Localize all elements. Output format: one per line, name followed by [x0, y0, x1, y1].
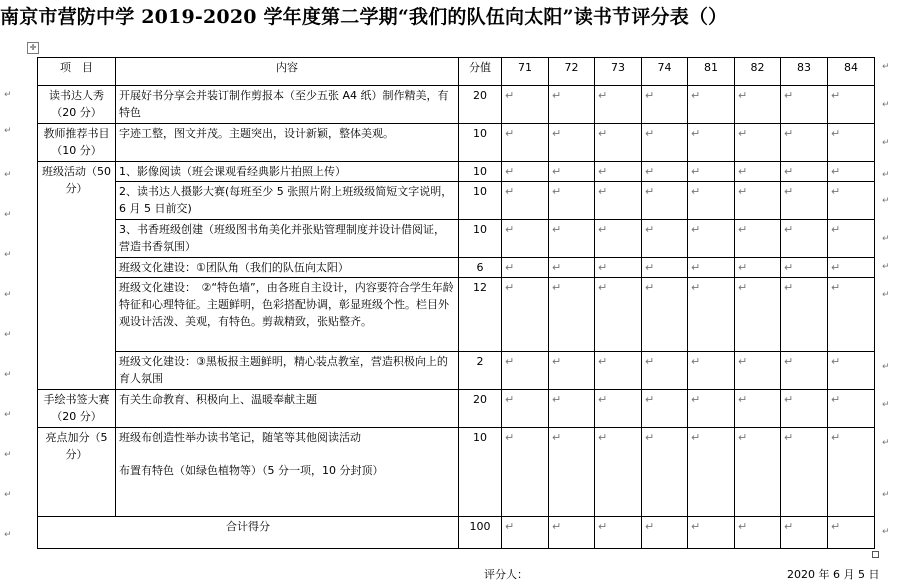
class-score-cell[interactable]: ↵ [502, 428, 549, 517]
class-score-cell[interactable]: ↵ [781, 162, 828, 182]
header-class: 81 [688, 58, 735, 86]
header-class: 72 [549, 58, 595, 86]
category-cell: 读书达人秀（20 分） [38, 86, 116, 124]
class-total-cell[interactable]: ↵ [828, 517, 875, 549]
class-total-cell[interactable]: ↵ [549, 517, 595, 549]
class-total-cell[interactable]: ↵ [781, 517, 828, 549]
class-score-cell[interactable]: ↵ [688, 220, 735, 258]
table-resize-handle-icon[interactable] [872, 551, 879, 558]
class-score-cell[interactable]: ↵ [735, 162, 781, 182]
class-score-cell[interactable]: ↵ [642, 124, 688, 162]
class-score-cell[interactable]: ↵ [828, 182, 875, 220]
class-score-cell[interactable]: ↵ [502, 278, 549, 352]
class-score-cell[interactable]: ↵ [781, 258, 828, 278]
class-score-cell[interactable]: ↵ [735, 220, 781, 258]
class-score-cell[interactable]: ↵ [642, 86, 688, 124]
page-title: 南京市营防中学 2019-2020 学年度第二学期“我们的队伍向太阳”读书节评分表（） [0, 6, 728, 28]
class-score-cell[interactable]: ↵ [735, 258, 781, 278]
total-row [38, 517, 875, 549]
content-cell: 3、书香班级创建（班级图书角美化并张贴管理制度并设计借阅证，营造书香氛围） [116, 220, 459, 258]
class-score-cell[interactable]: ↵ [688, 124, 735, 162]
content-cell [116, 428, 459, 517]
class-score-cell[interactable]: ↵ [688, 162, 735, 182]
class-score-cell[interactable]: ↵ [502, 162, 549, 182]
class-score-cell[interactable]: ↵ [735, 182, 781, 220]
score-cell: 10 [459, 182, 502, 220]
class-score-cell[interactable]: ↵ [549, 124, 595, 162]
class-score-cell[interactable]: ↵ [595, 352, 642, 390]
class-score-cell[interactable]: ↵ [502, 124, 549, 162]
class-score-cell[interactable]: ↵ [502, 220, 549, 258]
total-score: 100 [459, 517, 502, 549]
header-class: 74 [642, 58, 688, 86]
class-score-cell[interactable]: ↵ [828, 86, 875, 124]
class-score-cell[interactable]: ↵ [828, 428, 875, 517]
class-score-cell[interactable]: ↵ [595, 258, 642, 278]
score-cell: 10 [459, 220, 502, 258]
class-score-cell[interactable]: ↵ [502, 258, 549, 278]
class-score-cell[interactable]: ↵ [595, 390, 642, 428]
category-cell: 班级活动（50 分） [38, 162, 116, 390]
content-line: 布置有特色（如绿色植物等）（5 分一项，10 分封顶） [119, 464, 384, 477]
class-score-cell[interactable]: ↵ [595, 182, 642, 220]
class-score-cell[interactable]: ↵ [595, 86, 642, 124]
category-cell: 亮点加分（5 分） [38, 428, 116, 517]
table-row [38, 86, 875, 124]
class-score-cell[interactable]: ↵ [549, 258, 595, 278]
class-score-cell[interactable]: ↵ [828, 390, 875, 428]
score-cell: 12 [459, 278, 502, 352]
class-score-cell[interactable]: ↵ [735, 86, 781, 124]
score-cell: 10 [459, 428, 502, 517]
class-score-cell[interactable]: ↵ [549, 428, 595, 517]
class-score-cell[interactable]: ↵ [642, 258, 688, 278]
scoring-table [37, 57, 875, 549]
class-score-cell[interactable]: ↵ [688, 86, 735, 124]
class-total-cell[interactable]: ↵ [595, 517, 642, 549]
class-score-cell[interactable]: ↵ [549, 182, 595, 220]
class-score-cell[interactable]: ↵ [642, 352, 688, 390]
content-cell: 班级文化建设：③黑板报主题鲜明，精心装点教室，营造积极向上的育人氛围 [116, 352, 459, 390]
class-score-cell[interactable]: ↵ [549, 278, 595, 352]
class-total-cell[interactable]: ↵ [642, 517, 688, 549]
class-score-cell[interactable]: ↵ [595, 278, 642, 352]
content-cell: 班级文化建设： ②“特色墙”，由各班自主设计，内容要符合学生年龄特征和心理特征。主题鲜明，色彩搭配协调，彰显班级个性。栏目外观设计活泼、美观，有特色。剪裁精致，张贴整齐。 [116, 278, 459, 352]
table-row [38, 278, 875, 352]
class-total-cell[interactable]: ↵ [735, 517, 781, 549]
table-row [38, 390, 875, 428]
header-content: 内容 [116, 58, 459, 86]
class-score-cell[interactable]: ↵ [781, 182, 828, 220]
table-move-handle-icon[interactable]: ✛ [27, 42, 39, 54]
class-score-cell[interactable]: ↵ [781, 124, 828, 162]
class-score-cell[interactable]: ↵ [642, 390, 688, 428]
content-cell: 1、影像阅读（班会课观看经典影片拍照上传） [116, 162, 459, 182]
header-item: 项 目 [38, 58, 116, 86]
class-score-cell[interactable]: ↵ [735, 124, 781, 162]
class-score-cell[interactable]: ↵ [595, 124, 642, 162]
header-class: 73 [595, 58, 642, 86]
content-cell: 2、读书达人摄影大赛(每班至少 5 张照片附上班级级简短文字说明，6 月 5 日前交) [116, 182, 459, 220]
table-row [38, 182, 875, 220]
table-row [38, 220, 875, 258]
table-row [38, 162, 875, 182]
class-score-cell[interactable]: ↵ [828, 162, 875, 182]
class-score-cell[interactable]: ↵ [502, 86, 549, 124]
class-score-cell[interactable]: ↵ [781, 352, 828, 390]
class-score-cell[interactable]: ↵ [502, 182, 549, 220]
content-cell: 字迹工整，图文并茂。主题突出，设计新颖，整体美观。 [116, 124, 459, 162]
class-score-cell[interactable]: ↵ [781, 220, 828, 258]
class-score-cell[interactable]: ↵ [595, 428, 642, 517]
class-score-cell[interactable]: ↵ [781, 390, 828, 428]
class-total-cell[interactable]: ↵ [502, 517, 549, 549]
table-row [38, 258, 875, 278]
header-row [38, 58, 875, 86]
class-score-cell[interactable]: ↵ [688, 352, 735, 390]
total-label: 合计得分 [38, 517, 459, 549]
header-class: 84 [828, 58, 875, 86]
class-score-cell[interactable]: ↵ [735, 428, 781, 517]
table-row [38, 428, 875, 517]
class-score-cell[interactable]: ↵ [735, 390, 781, 428]
class-score-cell[interactable]: ↵ [642, 428, 688, 517]
header-class: 71 [502, 58, 549, 86]
class-score-cell[interactable]: ↵ [828, 258, 875, 278]
class-total-cell[interactable]: ↵ [688, 517, 735, 549]
header-class: 82 [735, 58, 781, 86]
class-score-cell[interactable]: ↵ [828, 220, 875, 258]
content-line: 班级布创造性举办读书笔记，随笔等其他阅读活动 [119, 431, 361, 444]
class-score-cell[interactable]: ↵ [502, 352, 549, 390]
class-score-cell[interactable]: ↵ [549, 352, 595, 390]
score-cell: 20 [459, 390, 502, 428]
class-score-cell[interactable]: ↵ [781, 428, 828, 517]
class-score-cell[interactable]: ↵ [642, 220, 688, 258]
class-score-cell[interactable]: ↵ [549, 220, 595, 258]
class-score-cell[interactable]: ↵ [688, 182, 735, 220]
class-score-cell[interactable]: ↵ [549, 162, 595, 182]
date-label: 2020 年 6 月 5 日 [787, 568, 880, 581]
class-score-cell[interactable]: ↵ [642, 278, 688, 352]
class-score-cell[interactable]: ↵ [828, 278, 875, 352]
category-cell: 教师推荐书目（10 分） [38, 124, 116, 162]
class-score-cell[interactable]: ↵ [688, 428, 735, 517]
score-cell: 20 [459, 86, 502, 124]
class-score-cell[interactable]: ↵ [828, 124, 875, 162]
class-score-cell[interactable]: ↵ [688, 278, 735, 352]
scorer-label: 评分人： [484, 568, 528, 581]
class-score-cell[interactable]: ↵ [735, 352, 781, 390]
content-cell: 有关生命教育、积极向上、温暖奉献主题 [116, 390, 459, 428]
content-cell: 开展好书分享会并装订制作剪报本（至少五张 A4 纸）制作精美，有特色 [116, 86, 459, 124]
class-score-cell[interactable]: ↵ [781, 86, 828, 124]
table-row [38, 352, 875, 390]
class-score-cell[interactable]: ↵ [781, 278, 828, 352]
class-score-cell[interactable]: ↵ [735, 278, 781, 352]
score-cell: 10 [459, 124, 502, 162]
category-cell: 手绘书签大赛（20 分） [38, 390, 116, 428]
class-score-cell[interactable]: ↵ [549, 86, 595, 124]
class-score-cell[interactable]: ↵ [688, 258, 735, 278]
class-score-cell[interactable]: ↵ [642, 162, 688, 182]
content-cell: 班级文化建设：①团队角（我们的队伍向太阳） [116, 258, 459, 278]
score-cell: 6 [459, 258, 502, 278]
score-cell: 10 [459, 162, 502, 182]
table-row [38, 124, 875, 162]
class-score-cell[interactable]: ↵ [595, 162, 642, 182]
class-score-cell[interactable]: ↵ [828, 352, 875, 390]
header-score: 分值 [459, 58, 502, 86]
class-score-cell[interactable]: ↵ [549, 390, 595, 428]
class-score-cell[interactable]: ↵ [688, 390, 735, 428]
score-cell: 2 [459, 352, 502, 390]
class-score-cell[interactable]: ↵ [595, 220, 642, 258]
class-score-cell[interactable]: ↵ [502, 390, 549, 428]
class-score-cell[interactable]: ↵ [642, 182, 688, 220]
header-class: 83 [781, 58, 828, 86]
